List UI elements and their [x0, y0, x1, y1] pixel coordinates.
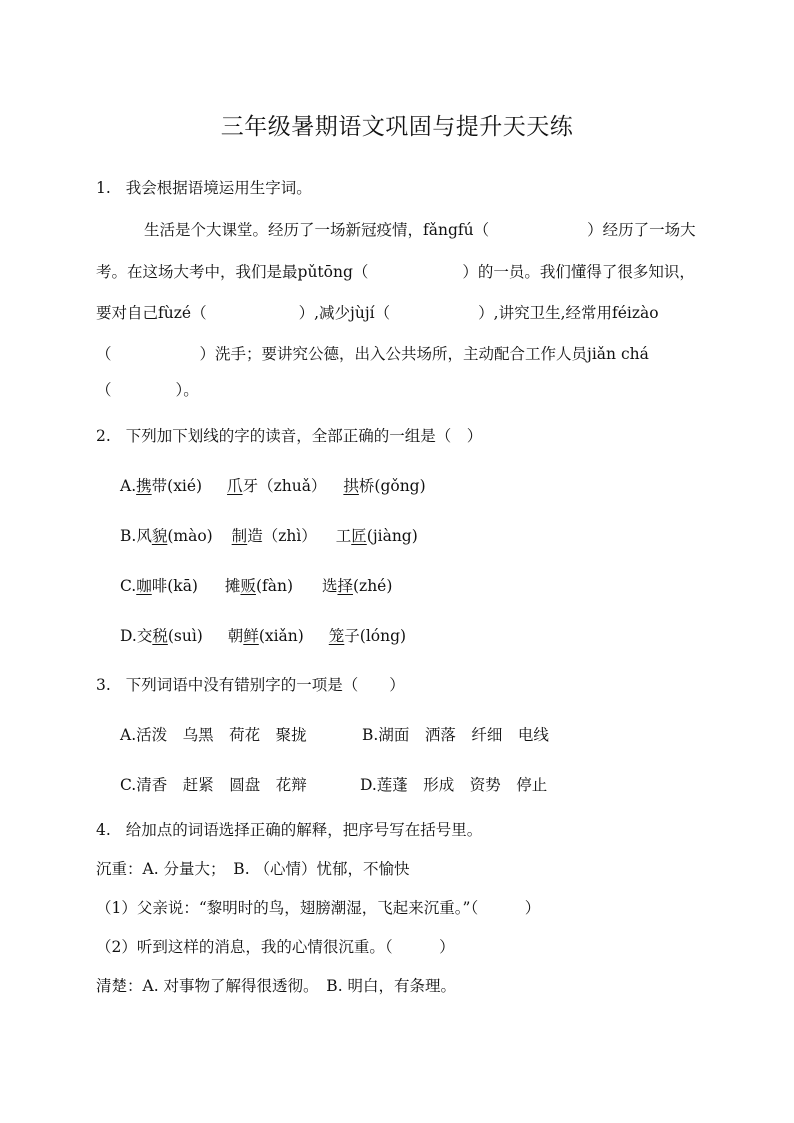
pinyin-juji: jùjí: [350, 304, 375, 322]
q4-heading: [96, 818, 482, 840]
underlined-char: 匠: [351, 527, 367, 545]
q1-text: ,讲究卫生,经常用: [493, 304, 612, 322]
q1-number: 1.: [96, 179, 111, 197]
pinyin-feizao: féizào: [612, 304, 659, 322]
option-word: 啡(kā): [151, 577, 198, 595]
option-word: 朝: [227, 627, 244, 645]
q3-number: 3.: [96, 676, 111, 694]
q1-text: 要对自己: [96, 304, 159, 322]
underlined-char: 制: [231, 527, 248, 545]
underlined-char: 择: [337, 577, 353, 595]
definition-chenzhong: 沉重：A. 分量大； B. （心情）忧郁，不愉快: [96, 860, 410, 878]
pinyin-fuze: fùzé: [158, 304, 192, 322]
pinyin-jiancha: jiǎn chá: [587, 345, 649, 363]
q2-option-c[interactable]: [120, 574, 392, 596]
option-word: (suì): [167, 627, 203, 645]
option-label: C.: [120, 577, 137, 595]
q1-text: 的一员。我们懂得了很多知识，: [477, 263, 695, 281]
q1-line-4: （ ）洗手；要讲究公德，出入公共场所，主动配合工作人员jiǎn chá: [96, 345, 649, 363]
option-word: 造（zhì）: [247, 527, 317, 545]
q2-option-d[interactable]: [120, 624, 406, 646]
sentence-2: （2）听到这样的消息，我的心情很沉重。（ ）: [96, 938, 455, 956]
q2-option-b[interactable]: [120, 524, 418, 546]
underlined-char: 爪: [227, 477, 243, 495]
q1-line-5: （ ）。: [96, 381, 199, 399]
underlined-char: 贩: [240, 577, 256, 595]
option-word: 交: [136, 627, 153, 645]
option-word: 摊: [224, 577, 241, 595]
option-word: (zhé): [352, 577, 393, 595]
option-word: 牙（zhuǎ）: [242, 477, 327, 495]
option-word: (xiǎn): [258, 627, 304, 645]
q2-number: 2.: [96, 427, 111, 445]
option-label: B.: [120, 527, 137, 545]
underlined-char: 咖: [136, 577, 152, 595]
q3-option-c[interactable]: C.清香 赶紧 圆盘 花辩: [120, 776, 307, 794]
option-word: (jiàng): [366, 527, 418, 545]
q1-prompt: 我会根据语境运用生字词。: [125, 179, 312, 197]
pinyin-fangfu: fǎngfú: [423, 221, 474, 239]
option-word: 带(xié): [151, 477, 203, 495]
q1-line-1: 生活是个大课堂。经历了一场新冠疫情，fǎngfú（ ）经历了一场大: [144, 221, 696, 239]
q1-text: 经历了一场大: [602, 221, 696, 239]
underlined-char: 貌: [151, 527, 168, 545]
q1-text: ,减少: [314, 304, 351, 322]
q3-option-b[interactable]: B.湖面 洒落 纤细 电线: [362, 726, 549, 744]
option-label: D.: [120, 627, 137, 645]
q4-number: 4.: [96, 821, 111, 839]
option-word: 子(lóng): [344, 627, 407, 645]
sentence-1: （1）父亲说：“黎明时的鸟，翅膀潮湿，飞起来沉重。”（ ）: [96, 899, 541, 917]
q4-prompt: 给加点的词语选择正确的解释，把序号写在括号里。: [125, 821, 483, 839]
q3-prompt: 下列词语中没有错别字的一项是（ ）: [125, 676, 405, 694]
option-label: A.: [120, 477, 137, 495]
underlined-char: 笼: [328, 627, 345, 645]
q1-line-2: 考。在这场大考中，我们是最pǔtōng（ ）的一员。我们懂得了很多知识，: [96, 263, 695, 281]
q3-heading: [96, 673, 405, 695]
q1-text: 生活是个大课堂。经历了一场新冠疫情，: [144, 221, 424, 239]
option-word: 工: [335, 527, 352, 545]
q2-heading: [96, 424, 482, 446]
q3-option-a[interactable]: A.活泼 乌黑 荷花 聚拢: [120, 726, 307, 744]
underlined-char: 携: [136, 477, 152, 495]
q1-text: 。: [183, 381, 199, 399]
definition-qingchu: 清楚：A. 对事物了解得很透彻。 B. 明白，有条理。: [96, 977, 457, 995]
q1-heading: [96, 176, 312, 198]
q1-line-3: 要对自己fùzé（ ）,减少jùjí（ ）,讲究卫生,经常用féizào: [96, 304, 659, 322]
underlined-char: 税: [152, 627, 168, 645]
q1-text: 洗手；要讲究公德，出入公共场所，主动配合工作人员: [215, 345, 588, 363]
q2-prompt: 下列加下划线的字的读音，全部正确的一组是（ ）: [125, 427, 483, 445]
underlined-char: 拱: [343, 477, 359, 495]
q1-text: 考。在这场大考中，我们是最: [96, 263, 298, 281]
option-word: 桥(gǒng): [358, 477, 426, 495]
page-title: 三年级暑期语文巩固与提升天天练: [220, 114, 574, 140]
q2-option-a[interactable]: [120, 474, 426, 496]
underlined-char: 鲜: [243, 627, 259, 645]
pinyin-putong: pǔtōng: [297, 263, 353, 281]
option-word: 风: [136, 527, 152, 545]
q3-option-d[interactable]: D.莲蓬 形成 资势 停止: [360, 776, 548, 794]
option-word: (fàn): [255, 577, 294, 595]
option-word: (mào): [167, 527, 213, 545]
option-word: 选: [321, 577, 338, 595]
